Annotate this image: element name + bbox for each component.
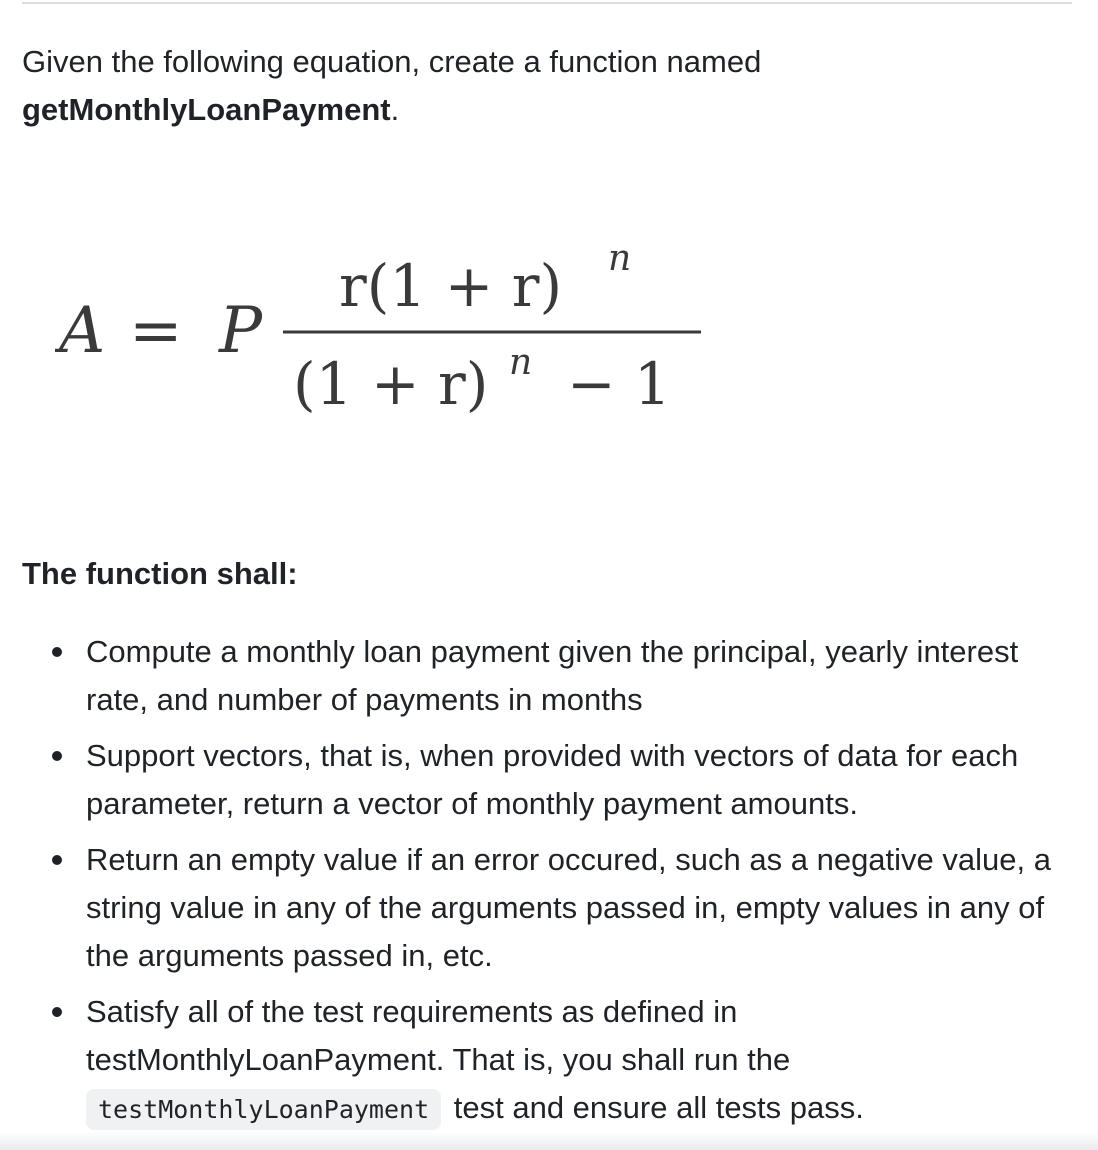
- formula-principal: P: [219, 294, 263, 368]
- requirement-text-tail: test and ensure all tests pass.: [453, 1090, 864, 1125]
- requirement-text: Support vectors, that is, when provided with vectors of data for each parameter, return a vector of monthly payment amounts.: [86, 738, 1019, 821]
- list-item: [0, 836, 1098, 980]
- top-divider: [22, 2, 1072, 4]
- requirements-list: [0, 628, 1098, 1142]
- formula-lhs: A: [59, 294, 106, 368]
- requirement-text: Compute a monthly loan payment given the principal, yearly interest rate, and number of payments in months: [86, 634, 1019, 717]
- intro-paragraph: [22, 38, 1062, 134]
- list-item: [0, 988, 1098, 1134]
- list-item: [0, 732, 1098, 828]
- formula-equals: =: [129, 294, 183, 368]
- formula-denominator-exponent: n: [509, 342, 533, 383]
- requirement-text: Return an empty value if an error occured, such as a negative value, a string value in any of the arguments passed in, empty values in any of the arguments passed in, etc.: [86, 842, 1051, 973]
- intro-period: .: [390, 92, 400, 127]
- formula-numerator-exponent: n: [608, 238, 632, 279]
- bullet-icon: [52, 855, 62, 865]
- formula-numerator: r(1 + r): [339, 252, 563, 320]
- function-requirements-heading: The function shall:: [22, 556, 298, 591]
- formula-denominator-tail: − 1: [567, 350, 671, 418]
- requirement-text: Satisfy all of the test requirements as defined in testMonthlyLoanPayment. That is, you shall run the: [86, 994, 791, 1077]
- intro-text: Given the following equation, create a function named: [22, 44, 762, 79]
- formula-denominator-base: (1 + r): [293, 350, 489, 418]
- bullet-icon: [52, 1007, 62, 1017]
- list-item: [0, 628, 1098, 724]
- bullet-icon: [52, 751, 62, 761]
- inline-code: testMonthlyLoanPayment: [86, 1089, 441, 1130]
- bullet-icon: [52, 647, 62, 657]
- function-name: getMonthlyLoanPayment: [22, 92, 391, 127]
- loan-payment-formula: [55, 228, 755, 448]
- bottom-fade: [0, 1132, 1098, 1150]
